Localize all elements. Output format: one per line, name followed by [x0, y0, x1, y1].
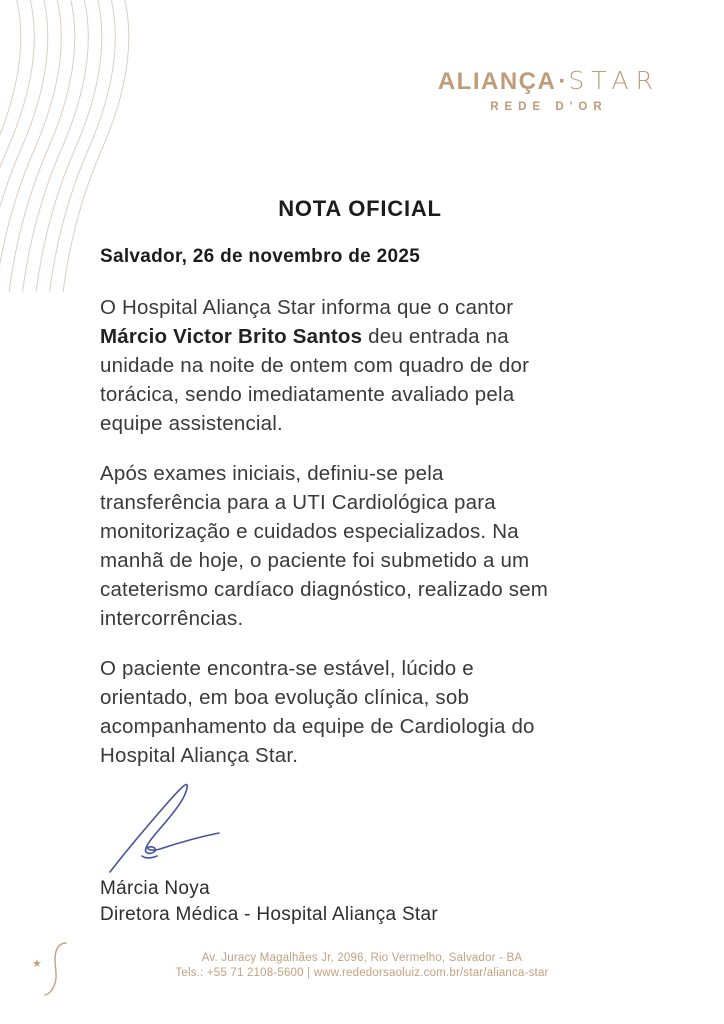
brand-separator-dot: ·: [558, 68, 567, 95]
text-line: [100, 322, 660, 351]
text-line: acompanhamento da equipe de Cardiologia do: [100, 715, 535, 738]
text-line: O Hospital Aliança Star informa que o cantor: [100, 296, 514, 319]
brand-tagline: REDE D'OR: [490, 101, 608, 113]
paragraph-3: [100, 654, 660, 770]
paragraph-1: [100, 293, 660, 438]
body-text: [100, 293, 660, 791]
page-footer: [0, 951, 724, 981]
dateline: Salvador, 26 de novembro de 2025: [100, 246, 421, 267]
text-line: monitorização e cuidados especializados. Na: [100, 520, 519, 543]
text-line-rest: deu entrada na: [362, 325, 509, 348]
text-line: manhã de hoje, o paciente foi submetido a um: [100, 549, 530, 572]
brand-name-secondary: STAR: [568, 66, 660, 95]
text-line: transferência para a UTI Cardiológica para: [100, 491, 496, 514]
signer-role: Diretora Médica - Hospital Aliança Star: [100, 904, 439, 925]
signer-block: [100, 876, 438, 928]
text-line: O paciente encontra-se estável, lúcido e: [100, 657, 474, 680]
text-line: orientado, em boa evolução clínica, sob: [100, 686, 470, 709]
footer-contact: Tels.: +55 71 2108-5600 | www.rededorsaoluiz.com.br/star/alianca-star: [175, 967, 549, 979]
brand-name-primary: ALIANÇA: [437, 68, 557, 95]
patient-name: Márcio Victor Brito Santos: [100, 325, 363, 348]
text-line: cateterismo cardíaco diagnóstico, realizado sem: [100, 578, 549, 601]
text-line: Após exames iniciais, definiu-se pela: [100, 462, 444, 485]
paragraph-2: [100, 459, 660, 633]
text-line: torácica, sendo imediatamente avaliado pela: [100, 383, 515, 406]
text-line: Hospital Aliança Star.: [100, 744, 299, 767]
text-line: equipe assistencial.: [100, 412, 283, 435]
text-line: unidade na noite de ontem com quadro de dor: [100, 354, 530, 377]
signature-handwriting: [102, 772, 226, 876]
star-icon: ★: [32, 958, 42, 970]
brand-name: [438, 66, 660, 96]
footer-address: Av. Juracy Magalhães Jr, 2096, Rio Vermelho, Salvador - BA: [201, 952, 523, 964]
signer-name: Márcia Noya: [100, 878, 210, 899]
text-line: intercorrências.: [100, 607, 244, 630]
page-title: NOTA OFICIAL: [278, 196, 442, 221]
brand-logo: [438, 66, 660, 113]
